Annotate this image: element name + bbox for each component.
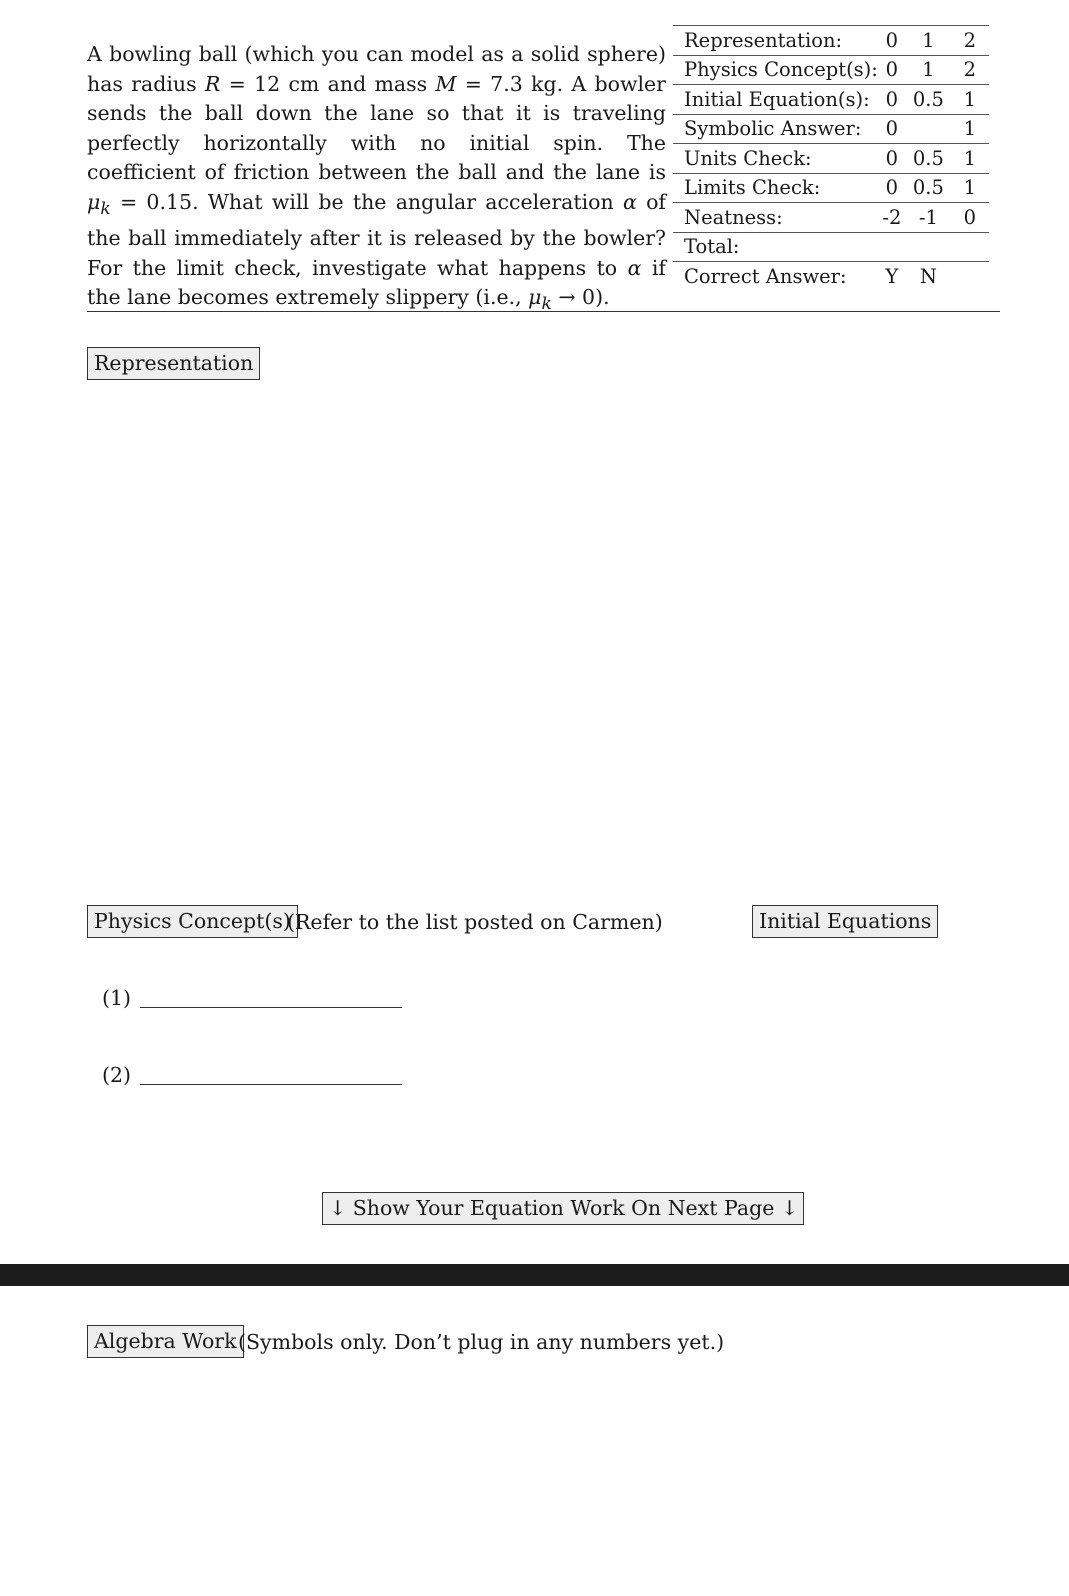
divider: [87, 311, 1000, 312]
rubric-score[interactable]: 1: [951, 173, 989, 203]
rubric-score[interactable]: 1: [951, 144, 989, 174]
concept-item-1-blank[interactable]: [140, 1007, 402, 1008]
radius-value: = 12 cm: [220, 71, 320, 96]
rubric-score[interactable]: 0: [878, 144, 906, 174]
rubric-label: Representation:: [673, 26, 878, 56]
radius-symbol: R: [204, 71, 221, 96]
concept-item-2-blank[interactable]: [140, 1084, 402, 1085]
rubric-score[interactable]: -1: [906, 203, 951, 233]
rubric-row: [673, 262, 989, 291]
rubric-score[interactable]: [906, 114, 951, 144]
mu-symbol: μ: [87, 189, 101, 214]
rubric-score[interactable]: 0.5: [906, 85, 951, 115]
mass-symbol: M: [435, 71, 457, 96]
grading-rubric: [673, 25, 989, 291]
physics-concepts-heading: Physics Concept(s): [87, 905, 298, 938]
rubric-score[interactable]: 1: [951, 114, 989, 144]
rubric-score[interactable]: 1: [906, 55, 951, 85]
rubric-score[interactable]: -2: [878, 203, 906, 233]
mass-value: = 7.3 kg: [456, 71, 557, 96]
rubric-score[interactable]: 0.5: [906, 144, 951, 174]
rubric-row: [673, 26, 989, 56]
problem-text: . A bowler sends the ball down the lane so that it is traveling perfectly horizontally with no initial spin. The coefficient of friction between the ball and the lane is: [87, 71, 666, 184]
concept-item-1-label: (1): [102, 986, 132, 1010]
rubric-score[interactable]: 2: [951, 55, 989, 85]
concept-item-2-label: (2): [102, 1063, 132, 1087]
rubric-score[interactable]: 1: [951, 85, 989, 115]
page-break-bar: [0, 1264, 1069, 1286]
rubric-score[interactable]: 0: [878, 26, 906, 56]
rubric-score[interactable]: 0: [878, 114, 906, 144]
rubric-score[interactable]: 0: [878, 85, 906, 115]
mu-subscript: k: [100, 198, 111, 219]
rubric-score[interactable]: 0: [951, 203, 989, 233]
problem-text: . What will be the angular acceleration: [192, 189, 623, 214]
rubric-score[interactable]: 2: [951, 26, 989, 56]
rubric-row: [673, 144, 989, 174]
rubric-label: Physics Concept(s):: [673, 55, 878, 85]
mu-symbol: μ: [528, 285, 542, 310]
problem-text: and mass: [319, 71, 436, 96]
rubric-label: Units Check:: [673, 144, 878, 174]
algebra-work-note: (Symbols only. Don’t plug in any numbers yet.): [238, 1330, 725, 1354]
rubric-score[interactable]: Y: [885, 264, 899, 288]
rubric-label: Limits Check:: [673, 173, 878, 203]
problem-text: A bowling ball (which you can model as a solid sphere) has radius: [87, 42, 666, 96]
rubric-label: Symbolic Answer:: [673, 114, 878, 144]
next-page-notice: ↓ Show Your Equation Work On Next Page ↓: [322, 1192, 804, 1225]
rubric-score[interactable]: 0.5: [906, 173, 951, 203]
mu-subscript: k: [541, 294, 552, 315]
rubric-label: Total:: [673, 232, 878, 262]
representation-heading: Representation: [87, 347, 260, 380]
rubric-score[interactable]: [906, 232, 951, 262]
rubric-row: [673, 232, 989, 262]
rubric-row: [673, 114, 989, 144]
rubric-score[interactable]: [951, 232, 989, 262]
alpha-symbol: α: [622, 189, 637, 214]
rubric-label: Initial Equation(s):: [673, 85, 878, 115]
rubric-label: Correct Answer:: [684, 264, 847, 288]
rubric-score[interactable]: [951, 262, 989, 291]
rubric-row: [673, 203, 989, 233]
problem-text: of the ball immediately after it is released by the bowler? For the limit check, investigate what happens to: [87, 189, 666, 280]
rubric-score[interactable]: N: [919, 264, 937, 288]
problem-text: if the lane becomes extremely slippery (i.e.,: [87, 255, 666, 310]
rubric-row: [673, 173, 989, 203]
initial-equations-heading: Initial Equations: [752, 905, 938, 938]
rubric-score[interactable]: 0: [878, 55, 906, 85]
alpha-symbol: α: [627, 255, 642, 280]
mu-value: = 0.15: [110, 189, 193, 214]
rubric-score[interactable]: 0: [878, 173, 906, 203]
rubric-score[interactable]: [878, 232, 906, 262]
rubric-score[interactable]: 1: [906, 26, 951, 56]
rubric-row: [673, 85, 989, 115]
physics-concepts-note: (Refer to the list posted on Carmen): [287, 910, 663, 934]
rubric-row: [673, 55, 989, 85]
problem-statement: [87, 40, 666, 320]
algebra-work-heading: Algebra Work: [87, 1325, 244, 1358]
limit-text: → 0).: [551, 285, 610, 310]
rubric-label: Neatness:: [673, 203, 878, 233]
